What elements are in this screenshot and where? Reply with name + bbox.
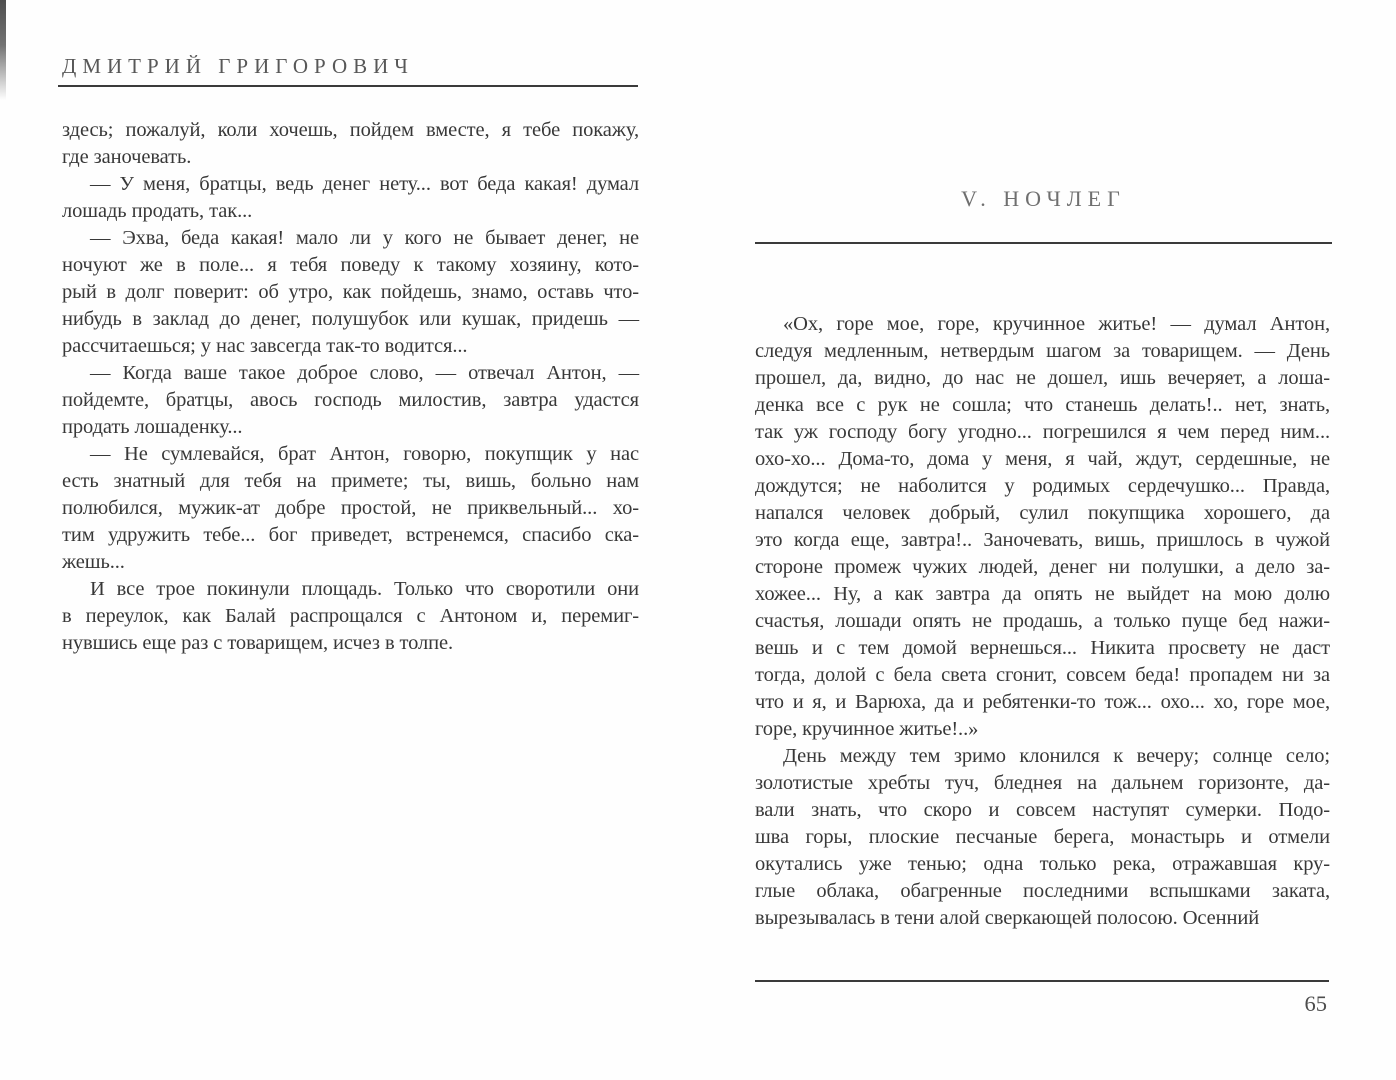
text-line: стороне промеж чужих людей, денег ни полушки, а дело за-	[755, 556, 1330, 578]
text-line: жешь...	[62, 551, 125, 573]
text-line: счастья, лошади опять не продашь, а только пуще бед нажи-	[755, 610, 1330, 632]
text-line: где заночевать.	[62, 146, 192, 168]
text-line: нувшись еще раз с товарищем, исчез в толпе.	[62, 632, 454, 654]
chapter-title: V. НОЧЛЕГ	[961, 186, 1126, 211]
text-line: вырезывалась в тени алой сверкающей полосою. Осенний	[755, 907, 1260, 929]
text-line: нибудь в заклад до денег, полушубок или кушак, придешь —	[62, 308, 639, 330]
text-line: есть знатный для тебя на примете; ты, вишь, больно нам	[62, 470, 639, 492]
text-line: вешь и с тем домой вернешься... Никита просвету не даст	[755, 637, 1330, 659]
text-line: тим удружить тебе... бог приведет, встренемся, спасибо ска-	[62, 524, 639, 546]
page-number: 65	[1304, 991, 1327, 1016]
text-line: окутались уже тенью; одна только река, отражавшая кру-	[755, 853, 1330, 875]
text-line: вали знать, что скоро и совсем наступят сумерки. Подо-	[755, 799, 1330, 821]
text-line: — Не сумлевайся, брат Антон, говорю, покупщик у нас	[90, 443, 639, 465]
text-line: хожее... Ну, а как завтра да опять не выйдет на мою долю	[755, 583, 1330, 605]
text-line: — Когда ваше такое доброе слово, — отвечал Антон, —	[90, 362, 639, 384]
text-line: глые облака, обагренные последними вспышками заката,	[755, 880, 1330, 902]
text-line: денка все с рук не сошла; что станешь делать!.. нет, знать,	[755, 394, 1330, 416]
paragraph	[62, 171, 639, 225]
paragraph	[755, 743, 1330, 932]
right-page-text	[755, 311, 1330, 932]
text-line: в переулок, как Балай распрощался с Антоном и, перемиг-	[62, 605, 639, 627]
text-line: ночуют же в поле... я тебя поведу к такому хозяину, кото-	[62, 254, 639, 276]
scan-edge-artifact	[0, 0, 6, 100]
text-line: — Эхва, беда какая! мало ли у кого не бывает денег, не	[90, 227, 639, 249]
paragraph	[62, 225, 639, 360]
text-line: лошадь продать, так...	[62, 200, 253, 222]
author-running-header: ДМИТРИЙ ГРИГОРОВИЧ	[62, 54, 414, 78]
text-line: напался человек добрый, сулил покупщика хорошего, да	[755, 502, 1330, 524]
footer-rule	[755, 980, 1329, 982]
paragraph	[62, 441, 639, 576]
left-page-text	[62, 117, 639, 657]
paragraph	[755, 311, 1330, 743]
text-line: это когда еще, завтра!.. Заночевать, вишь, пришлось в чужой	[755, 529, 1330, 551]
text-line: рый в долг поверит: об утро, как пойдешь, знамо, оставь что-	[62, 281, 639, 303]
text-line: горе, кручинное житье!..»	[755, 718, 979, 740]
text-line: тогда, долой с бела света сгонит, совсем беда! пропадем ни за	[755, 664, 1330, 686]
text-line: День между тем зримо клонился к вечеру; солнце село;	[783, 745, 1330, 767]
text-line: золотистые хребты туч, бледнея на дальнем горизонте, да-	[755, 772, 1330, 794]
paragraph	[62, 360, 639, 441]
text-line: И все трое покинули площадь. Только что своротили они	[90, 578, 639, 600]
text-line: «Ох, горе мое, горе, кручинное житье! — думал Антон,	[783, 313, 1330, 335]
text-line: прошел, да, видно, до нас не дошел, ишь вечеряет, а лоша-	[755, 367, 1330, 389]
running-header-rule	[58, 85, 638, 87]
paragraph	[62, 117, 639, 171]
text-line: здесь; пожалуй, коли хочешь, пойдем вместе, я тебе покажу,	[62, 119, 639, 141]
chapter-title-rule	[755, 242, 1332, 244]
text-line: продать лошаденку...	[62, 416, 243, 438]
text-line: следуя медленным, нетвердым шагом за товарищем. — День	[755, 340, 1330, 362]
text-line: что и я, и Варюха, да и ребятенки-то тож... охо... хо, горе мое,	[755, 691, 1330, 713]
text-line: шва горы, плоские песчаные берега, монастырь и отмели	[755, 826, 1330, 848]
text-line: так уж господу богу угодно... погрешился я чем перед ним...	[755, 421, 1330, 443]
text-line: охо-хо... Дома-то, дома у меня, я чай, ждут, сердешные, не	[755, 448, 1330, 470]
paragraph	[62, 576, 639, 657]
text-line: пойдемте, братцы, авось господь милостив, завтра удастся	[62, 389, 639, 411]
text-line: рассчитаешься; у нас завсегда так-то водится...	[62, 335, 468, 357]
text-line: дождутся; не наболится у родимых сердечушко... Правда,	[755, 475, 1330, 497]
text-line: — У меня, братцы, ведь денег нету... вот беда какая! думал	[90, 173, 639, 195]
text-line: полюбился, мужик-ат добре простой, не приквельный... хо-	[62, 497, 639, 519]
